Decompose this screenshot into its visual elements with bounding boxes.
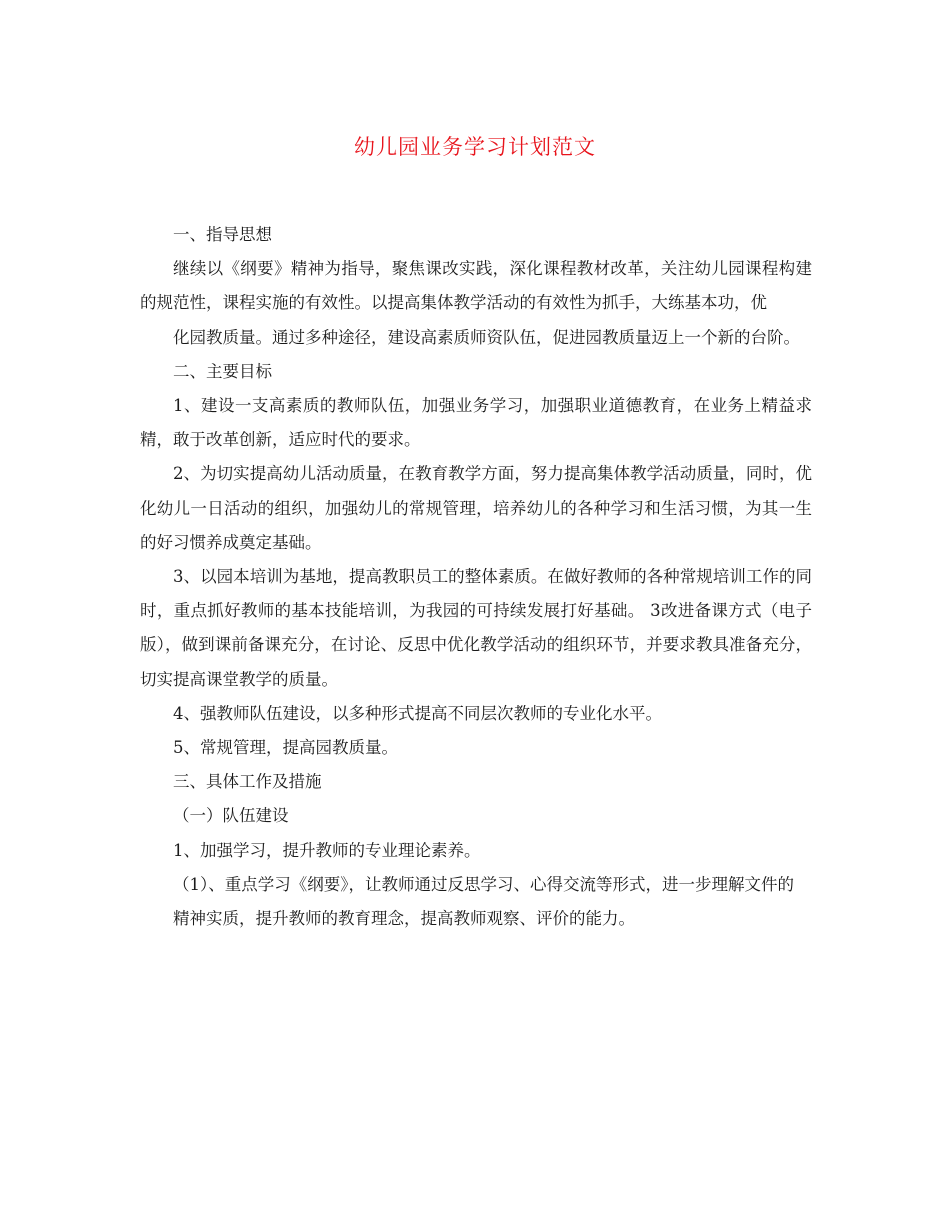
heading-measures: 三、具体工作及措施	[173, 772, 322, 792]
paragraph-goal-2: 2、为切实提高幼儿活动质量，在教育教学方面，努力提高集体教学活动质量，同时，优化幼儿一日活动的组织，加强幼儿的常规管理，培养幼儿的各种学习和生活习惯，为其一生的好习惯养成奠定基础。	[140, 464, 812, 552]
heading-guiding-ideology: 一、指导思想	[173, 225, 272, 244]
paragraph-ideology-1: 继续以《纲要》精神为指导，聚焦课改实践，深化课程教材改革，关注幼儿园课程构建的规范性，课程实施的有效性。以提高集体教学活动的有效性为抓手，大练基本功，优	[140, 259, 812, 313]
paragraph-goal-4: 4、强教师队伍建设，以多种形式提高不同层次教师的专业化水平。	[173, 703, 662, 723]
paragraph-measure-1-1: （1）、重点学习《纲要》，让教师通过反思学习、心得交流等形式，进一步理解文件的	[173, 874, 794, 894]
paragraph-ideology-2: 化园教质量。通过多种途径，建设高素质师资队伍，促进园教质量迈上一个新的台阶。	[173, 327, 800, 347]
paragraph-goal-1: 1、建设一支高素质的教师队伍，加强业务学习，加强职业道德教育，在业务上精益求精，敢于改革创新，适应时代的要求。	[140, 396, 812, 450]
paragraph-goal-3: 3、以园本培训为基地，提高教职员工的整体素质。在做好教师的各种常规培训工作的同时，重点抓好教师的基本技能培训，为我园的可持续发展打好基础。 3改进备课方式（电子版），做到课前备课充分，在讨论、反思中优化教学活动的组织环节，并要求教具准备充分，切实提高课堂教学的质量。	[140, 567, 812, 689]
subheading-team-building: （一）队伍建设	[173, 806, 289, 826]
paragraph-measure-1: 1、加强学习，提升教师的专业理论素养。	[173, 840, 481, 860]
paragraph-goal-5: 5、常规管理，提高园教质量。	[173, 738, 398, 758]
document-body	[140, 218, 812, 936]
paragraph-measure-1-1-cont: 精神实质，提升教师的教育理念，提高教师观察、评价的能力。	[173, 909, 635, 929]
heading-main-goals: 二、主要目标	[173, 361, 272, 381]
document-title: 幼儿园业务学习计划范文	[354, 135, 596, 159]
